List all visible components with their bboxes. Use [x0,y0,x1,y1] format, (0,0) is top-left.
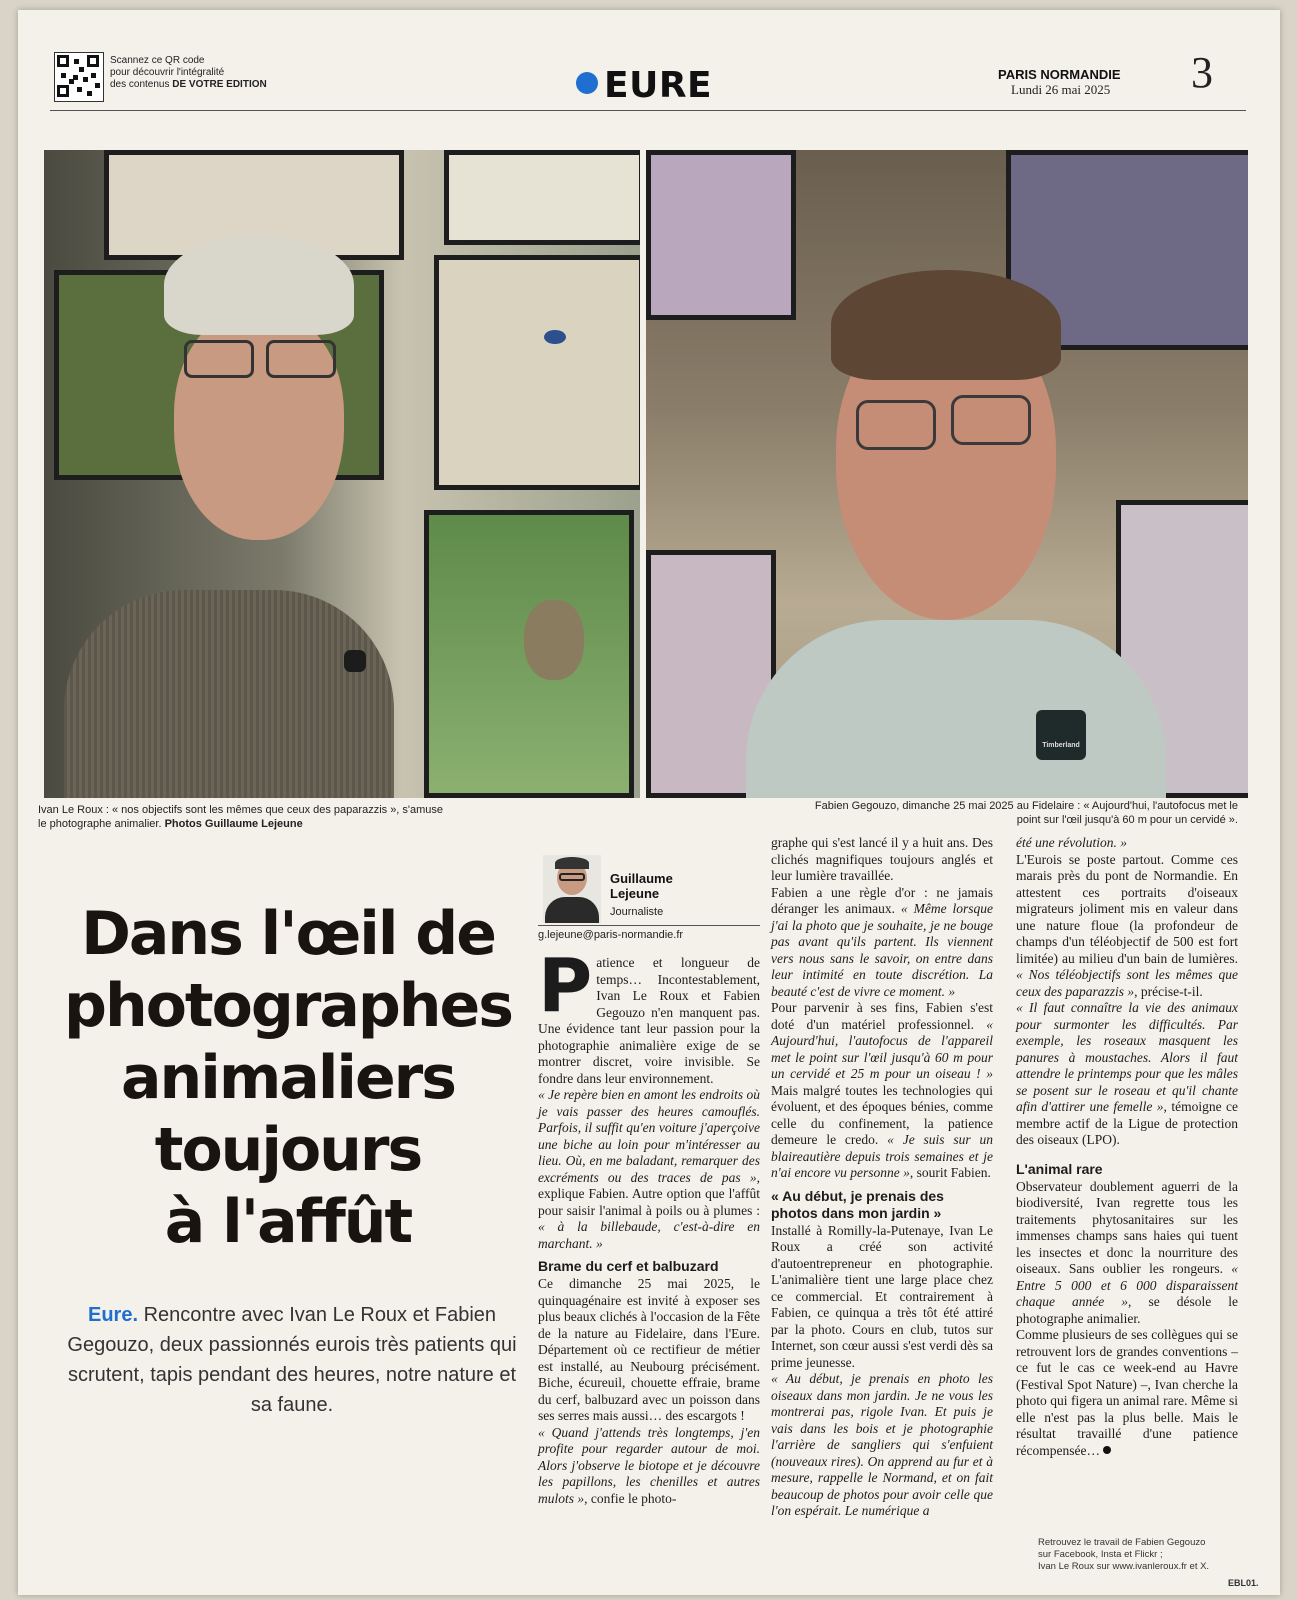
article-paragraph [1016,835,1238,852]
article-paragraph [1016,1327,1238,1459]
qr-line-bold: DE VOTRE EDITION [172,79,267,90]
paragraph-text: , explique Fabien. Autre option que l'affût pour saisir l'animal à poils ou à plumes : [538,1169,760,1218]
page-number: 3 [1191,48,1213,97]
headline-line: à l'affût [164,1187,412,1257]
caption-left [38,803,448,831]
paragraph-text: Pour parvenir à ses fins, Fabien s'est doté d'un matériel professionnel. [771,1000,993,1032]
quote: été une révolution. » [1016,835,1127,850]
article-paragraph [1016,852,1238,1001]
article-column-1 [538,943,760,1507]
article-paragraph: Installé à Romilly-la-Putenaye, Ivan Le Roux a créé son activité d'autoentrepreneur en photographie. L'animalière tient une large place chez ce commercial. Et contrairement à Fabien, ce quinqua a très tôt été attiré par la photo. Cours en club, tutos sur Internet, son cœur aussi s'est verdi dès sa prime jeunesse. [771,1222,993,1370]
headline [48,898,528,1258]
qr-finder [57,55,69,67]
photo-ivan-le-roux [44,150,640,798]
headline-line: Dans l'œil de [81,899,495,969]
issue-date: Lundi 26 mai 2025 [1011,82,1111,97]
author-name [610,871,730,901]
qr-line [110,79,310,91]
article-paragraph [1016,1000,1238,1149]
quote: « Je suis sur un blaireautière depuis trois semaines et je n'ai encore vu personne » [771,1132,993,1180]
qr-line: pour découvrir l'intégralité [110,67,225,78]
credit-line: Ivan Le Roux sur www.ivanleroux.fr et X. [1038,1561,1210,1572]
subheading: L'animal rare [1016,1160,1103,1177]
article-paragraph [771,1371,993,1520]
byline-rule [538,925,760,926]
glasses-icon [856,400,936,450]
end-bullet-icon [1103,1446,1111,1454]
quote: « Même lorsque j'ai la photo que je souhaite, je ne bouge pas avant qu'ils partent. Ils viennent vers nous sans le savoir, on entre dans leur intimité en toute discrétion. La beauté c'est de vivre ce moment. » [771,901,993,999]
quote: « Entre 5 000 et 6 000 disparaissent chaque année » [1016,1261,1238,1309]
edition-code: EBL01. [1228,1578,1259,1588]
paragraph-text: L'Eurois se poste partout. Comme ces marais près du pont de Normandie. En attestent ces portraits d'oiseaux migrateurs joliment mis en valeur dans une nature floue (la profondeur de champs d'un téléobjectif de 500 est fort limitée) au milieu d'un bain de lumières. [1016,851,1238,966]
quote: « Aujourd'hui, l'autofocus de l'appareil met le point sur l'œil jusqu'à 60 m pour un cervidé et 25 m pour un oiseau ! » [771,1016,993,1081]
wall-frame [434,255,640,490]
bird-icon [524,600,584,680]
quote: « Quand j'attends très longtemps, j'en profite pour regarder autour de moi. Alors j'observe le biotope et je découvre les papillons, les chenilles et autres mulots » [538,1424,760,1506]
qr-instructions [110,55,310,91]
quote: « Au début, je prenais en photo les oiseaux dans mon jardin. Je ne vous les montrerai pas, rigole Ivan. Et puis je vais dans les bois et je photographie l'arrière de sangliers qui s'enfuient (nouveaux rires). On apprend au fur et à mesure, rappelle le Normand, et on fait beaucoup de photos pour avoir celle que l'on espérait. Le numérique a [771,1371,993,1518]
paragraph-text: , témoigne ce membre actif de la Ligue de protection des oiseaux (LPO). [1016,1099,1238,1147]
paragraph-text: Fabien a une règle d'or : ne jamais déranger les animaux. [771,884,993,916]
headline-line: animaliers [121,1043,455,1113]
logo-text: Timberland [1042,742,1080,749]
author-role: Journaliste [610,906,664,918]
article-paragraph [1016,1179,1238,1328]
standfirst [62,1300,522,1420]
wall-frame [646,150,796,320]
article-paragraph [771,885,993,1001]
man-shirt [64,590,394,798]
paragraph-text: Observateur doublement aguerri de la biodiversité, Ivan regrette tous les traitements phytosanitaires sur les immenses champs sans haies qui tuent les insectes et donc la nourriture des oiseaux. Sans oublier les rongeurs. [1016,1178,1238,1276]
author-avatar [543,855,601,923]
credits [1038,1537,1238,1573]
standfirst-text: Rencontre avec Ivan Le Roux et Fabien Gegouzo, deux passionnés eurois très patients qui scrutent, tapis pendant des heures, notre nature et sa faune. [67,1304,517,1416]
author-email[interactable]: g.lejeune@paris-normandie.fr [538,929,684,941]
glasses-icon [266,340,336,378]
glasses-icon [951,395,1031,445]
paragraph-text: atience et longueur de temps… Incontestablement, Ivan Le Roux et Fabien Gegouzo n'en manquent pas. Une évidence tant leur passion pour la photographie animalière exige de se montrer discret, voire invisible. Se fondre dans leur environnement. [538,955,760,1086]
qr-line: Scannez ce QR code [110,55,205,66]
author-last-name: Lejeune [610,886,660,901]
paragraph-text: Mais malgré toutes les technologies qui évoluent, et des époques bénies, comme celle du confinement, la patience demeure le credo. [771,1082,993,1147]
glasses-icon [184,340,254,378]
paragraph-text: , sourit Fabien. [909,1165,991,1180]
quote: « Je repère bien en amont les endroits où je vais passer des heures camouflés. Parfois, il suffit qu'en voiture j'aperçoive une biche au loin pour m'intéresser au lieu. Où, en me baladant, remarquer des excréments ou des traces de pas » [538,1087,760,1185]
article-paragraph: graphe qui s'est lancé il y a huit ans. Des clichés magnifiques toujours anglés et leur lumière travaillée. [771,835,993,883]
caption-left-text: Ivan Le Roux : « nos objectifs sont les mêmes que ceux des paparazzis », s'amuse le photographe animalier. [38,804,444,830]
newspaper-name: PARIS NORMANDIE [998,67,1121,82]
man-hair [164,235,354,335]
paragraph-text: , précise-t-il. [1134,983,1203,999]
quote: « à la billebaude, c'est-à-dire en marchant. » [538,1219,760,1251]
photo-fabien-gegouzo [646,150,1248,798]
article-paragraph [538,943,760,1087]
newspaper-page [18,10,1280,1595]
caption-right: Fabien Gegouzo, dimanche 25 mai 2025 au Fidelaire : « Aujourd'hui, l'autofocus met le point sur l'œil jusqu'à 60 m pour un cervidé ». [814,800,1238,826]
subheading: Brame du cerf et balbuzard [538,1258,719,1274]
article-column-3 [1016,835,1238,1459]
paragraph-text: , se désole le photographe animalier. [1016,1294,1239,1326]
section-dot-icon [576,72,598,94]
standfirst-keyword: Eure. [87,1304,139,1326]
section-title [576,66,712,106]
qr-finder [87,55,99,67]
man-hair [831,270,1061,380]
paragraph-text: , confie le photo- [584,1490,677,1506]
credit-line: sur Facebook, Insta et Flickr ; [1038,1549,1163,1560]
author-first-name: Guillaume [610,871,673,886]
section-label: EURE [604,65,713,106]
man-polo [746,620,1166,798]
article-paragraph [771,1000,993,1182]
article-paragraph: Ce dimanche 25 mai 2025, le quinquagénaire est invité à exposer ses plus beaux clichés à l'occasion de la Fête de la nature au Fidelaire, dans l'Eure. Département où ce rectifieur de métier est installé, au Neubourg précisément. Biche, écureuil, chouette effraie, brame du cerf, balbuzard avec un poisson dans ses serres mais aussi… des escargots ! [538,1276,760,1423]
qr-line-prefix: des contenus [110,79,173,90]
article-paragraph [538,1087,760,1252]
header-rule [50,110,1246,111]
wall-frame [444,150,640,245]
qr-finder [57,85,69,97]
timberland-logo-icon [1036,710,1086,760]
subheading: « Au début, je prenais des photos dans mon jardin » [771,1187,944,1221]
shirt-logo-icon [344,650,366,672]
qr-code[interactable] [54,52,104,102]
drop-cap: P [538,943,593,1029]
quote: « Nos téléobjectifs sont les mêmes que ceux des paparazzis » [1016,967,1238,999]
headline-line: toujours [154,1115,422,1185]
credit-line: Retrouvez le travail de Fabien Gegouzo [1038,1537,1206,1548]
headline-line: photographes [64,971,512,1041]
photo-credit: Photos Guillaume Lejeune [164,818,303,830]
paragraph-text: Comme plusieurs de ses collègues qui se retrouvent lors de grandes conventions – ce fut le cas ce week-end au Havre (Festival Spot Nature) –, Ivan cherche la photo qui figera un animal rare. Même si elle n'est pas la plus belle. Mais le résultat travaillé d'une patience récompensée… [1016,1327,1238,1458]
article-column-2 [771,835,993,1520]
article-paragraph [538,1425,760,1508]
bird-icon [544,330,566,344]
quote: « Il faut connaître la vie des animaux pour surmonter les difficultés. Par exemple, les roseaux masquent les panures à moustaches. Alors il faut attendre le printemps pour que les mâles se posent sur le roseau et qu'il chante afin d'attirer une femelle » [1016,1000,1238,1114]
